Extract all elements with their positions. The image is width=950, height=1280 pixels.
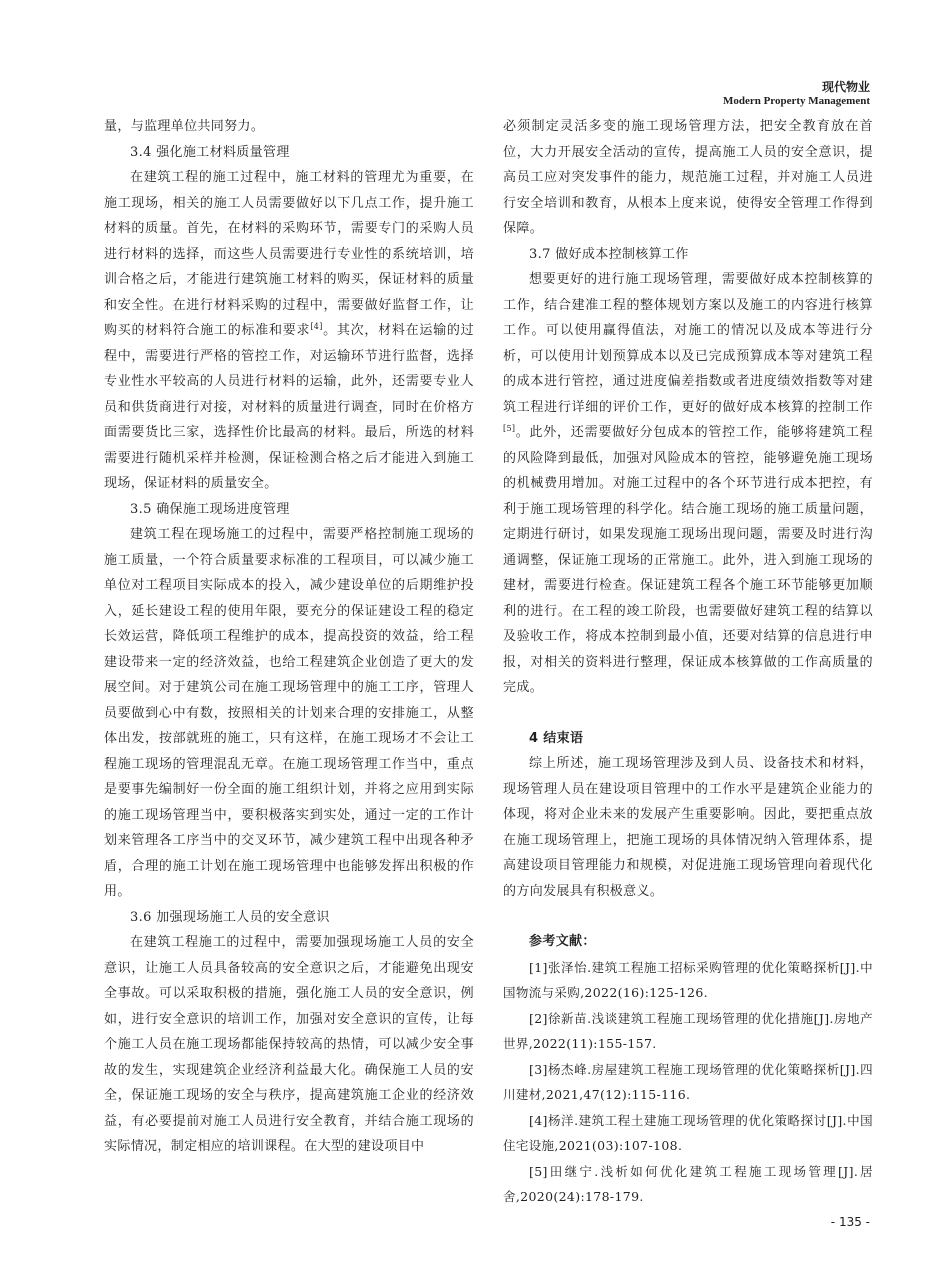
- paragraph-text: 想要更好的进行施工现场管理，需要做好成本控制核算的工作，结合建准工程的整体规划方案以及施工的内容进行核算工作。可以使用赢得值法，对施工的情况以及成本等进行分析，可以使用计划预算成本以及已完成预算成本等对建筑工程的成本进行管控，通过进度偏差指数或者进度绩效指数等对建筑工程进行详细的评价工作，更好的做好成本核算的控制工作: [503, 272, 873, 415]
- citation-ref-5: [5]: [503, 424, 516, 433]
- reference-item: [3]杨杰峰.房屋建筑工程施工现场管理的优化策略探析[J].四川建材,2021,47(12):115-116.: [503, 1061, 873, 1102]
- paragraph-3-6: 在建筑工程施工的过程中，需要加强现场施工人员的安全意识，让施工人员具备较高的安全意识之后，才能避免出现安全事故。可以采取积极的措施，强化施工人员的安全意识，例如，进行安全意识的培训工作，加强对安全意识的宣传，让每个施工人员在施工现场都能保持较高的热情，可以减少安全事故的发生，实现建筑企业经济利益最大化。确保施工人员的安全，保证施工现场的安全与秩序，提高建筑施工企业的经济效益，有必要提前对施工人员进行安全教育，并结合施工现场的实际情况，制定相应的培训课程。在大型的建设项目中: [104, 935, 474, 1154]
- subsection-heading-3-5: 3.5 确保施工现场进度管理: [130, 501, 290, 517]
- reference-item: [5]田继宁.浅析如何优化建筑工程施工现场管理[J].居舍,2020(24):178-179.: [503, 1163, 873, 1204]
- running-header: [723, 80, 870, 108]
- citation-ref-4: [4]: [310, 322, 323, 331]
- paragraph-text: 在建筑工程的施工过程中，施工材料的管理尤为重要，在施工现场，相关的施工人员需要做好以下几点工作，提升施工材料的质量。首先，在材料的采购环节，需要专门的采购人员进行材料的选择，而这些人员需要进行专业性的系统培训，培训合格之后，才能进行建筑施工材料的购买，保证材料的质量和安全性。在进行材料采购的过程中，需要做好监督工作，让购买的材料符合施工的标准和要求: [104, 170, 474, 338]
- reference-item: [4]杨洋.建筑工程土建施工现场管理的优化策略探讨[J].中国住宅设施,2021(03):107-108.: [503, 1112, 873, 1153]
- page-number: - 135 -: [830, 1215, 870, 1229]
- journal-title-en: Modern Property Management: [722, 95, 870, 107]
- paragraph-conclusion: 综上所述，施工现场管理涉及到人员、设备技术和材料，现场管理人员在建设项目管理中的工作水平是建筑企业能力的体现，将对企业未来的发展产生重要影响。因此，要把重点放在施工现场管理上，把施工现场的具体情况纳入管理体系，提高建设项目管理能力和规模，对促进施工现场管理向着现代化的方向发展具有积极意义。: [503, 756, 873, 899]
- right-column: [503, 114, 873, 1210]
- paragraph-3-4: [104, 165, 474, 497]
- paragraph-continued: 必须制定灵活多变的施工现场管理方法，把安全教育放在首位，大力开展安全活动的宣传，提高施工人员的安全意识，提高员工应对突发事件的能力，规范施工过程，并对施工人员进行安全培训和教育，从根本上度来说，使得安全管理工作得到保障。: [503, 119, 873, 236]
- paragraph-3-7: [503, 267, 873, 701]
- left-column: [104, 114, 474, 1160]
- paragraph-continued: 量，与监理单位共同努力。: [104, 119, 265, 134]
- reference-item: [2]徐新苗.浅谈建筑工程施工现场管理的优化措施[J].房地产世界,2022(11):155-157.: [503, 1010, 873, 1051]
- subsection-heading-3-7: 3.7 做好成本控制核算工作: [529, 246, 689, 262]
- journal-title-zh: 现代物业: [821, 80, 870, 94]
- paragraph-text: 。此外，还需要做好分包成本的管控工作，能够将建筑工程的风险降到最低，加强对风险成本的管控，能够避免施工现场的机械费用增加。对施工过程中的各个环节进行成本把控，有利于施工现场管理的科学化。结合施工现场的施工质量问题，定期进行研讨，如果发现施工现场出现问题，需要及时进行沟通调整，保证施工现场的正常施工。此外，进入到施工现场的建材，需要进行检查。保证建筑工程各个施工环节能够更加顺利的进行。在工程的竣工阶段，也需要做好建筑工程的结算以及验收工作，将成本控制到最小值，还要对结算的信息进行申报，对相关的资料进行整理，保证成本核算做的工作高质量的完成。: [503, 425, 873, 695]
- paragraph-text: 。其次，材料在运输的过程中，需要进行严格的管控工作，对运输环节进行监督，选择专业性水平较高的人员进行材料的运输，此外，还需要专业人员和供货商进行对接，对材料的质量进行调查，同时在价格方面需要货比三家，选择性价比最高的材料。最后，所选的材料需要进行随机采样并检测，保证检测合格之后才能进入到施工现场，保证材料的质量安全。: [104, 323, 474, 491]
- subsection-heading-3-6: 3.6 加强现场施工人员的安全意识: [130, 909, 330, 925]
- section-heading-conclusion: 4 结束语: [529, 730, 584, 746]
- references-title: 参考文献：: [529, 934, 596, 949]
- reference-item: [1]张泽怡.建筑工程施工招标采购管理的优化策略探析[J].中国物流与采购,2022(16):125-126.: [503, 959, 873, 1000]
- subsection-heading-3-4: 3.4 强化施工材料质量管理: [130, 144, 290, 160]
- paragraph-3-5: 建筑工程在现场施工的过程中，需要严格控制施工现场的施工质量，一个符合质量要求标准的工程项目，可以减少施工单位对工程项目实际成本的投入，减少建设单位的后期维护投入，延长建设工程的使用年限，要充分的保证建设工程的稳定长效运营，降低项工程维护的成本，提高投资的效益，给工程建设带来一定的经济效益，也给工程建筑企业创造了更大的发展空间。对于建筑公司在施工现场管理中的施工工序，管理人员要做到心中有数，按照相关的计划来合理的安排施工，从整体出发，按部就班的施工，只有这样，在施工现场才不会让工程施工现场的管理混乱无章。在施工现场管理工作当中，重点是要事先编制好一份全面的施工组织计划，并将之应用到实际的施工现场管理当中，要积极落实到实处，通过一定的工作计划来管理各工序当中的交叉环节，减少建筑工程中出现各种矛盾，合理的施工计划在施工现场管理中也能够发挥出积极的作用。: [104, 527, 474, 899]
